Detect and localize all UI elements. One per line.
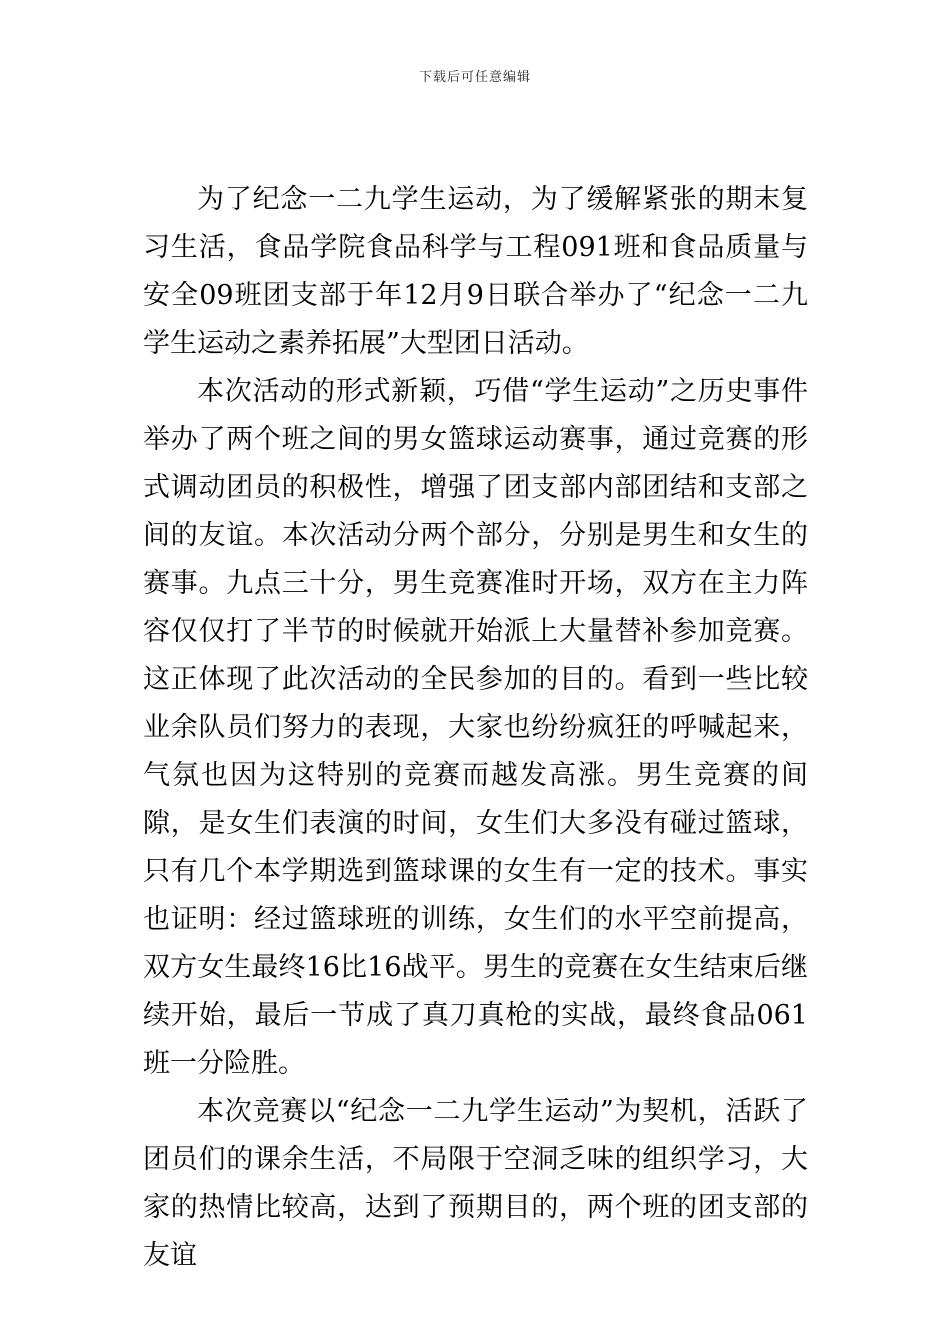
paragraph-2: 本次活动的形式新颖，巧借“学生运动”之历史事件举办了两个班之间的男女篮球运动赛事，通过竞赛的形式调动团员的积极性，增强了团支部内部团结和支部之间的友谊。本次活动分两个部分，分别是男生和女生的赛事。九点三十分，男生竞赛准时开场，双方在主力阵容仅仅打了半节的时候就开始派上大量替补参加竞赛。这正体现了此次活动的全民参加的目的。看到一些比较业余队员们努力的表现，大家也纷纷疯狂的呼喊起来，气氛也因为这特别的竞赛而越发高涨。男生竞赛的间隙，是女生们表演的时间，女生们大多没有碰过篮球，只有几个本学期选到篮球课的女生有一定的技术。事实也证明：经过篮球班的训练，女生们的水平空前提高，双方女生最终16比16战平。男生的竞赛在女生结束后继续开始，最后一节成了真刀真枪的实战，最终食品061班一分险胜。 <box>143 376 808 1079</box>
paragraph-1: 为了纪念一二九学生运动，为了缓解紧张的期末复习生活，食品学院食品科学与工程091班和食品质量与安全09班团支部于年12月9日联合举办了“纪念一二九学生运动之素养拓展”大型团日活动。 <box>143 184 808 359</box>
page-header: 下载后可任意编辑 <box>418 70 531 85</box>
paragraph-3: 本次竞赛以“纪念一二九学生运动”为契机，活跃了团员们的课余生活，不局限于空洞乏味的组织学习，大家的热情比较高，达到了预期目的，两个班的团支部的友谊 <box>143 1096 808 1271</box>
document-body <box>143 176 808 1280</box>
